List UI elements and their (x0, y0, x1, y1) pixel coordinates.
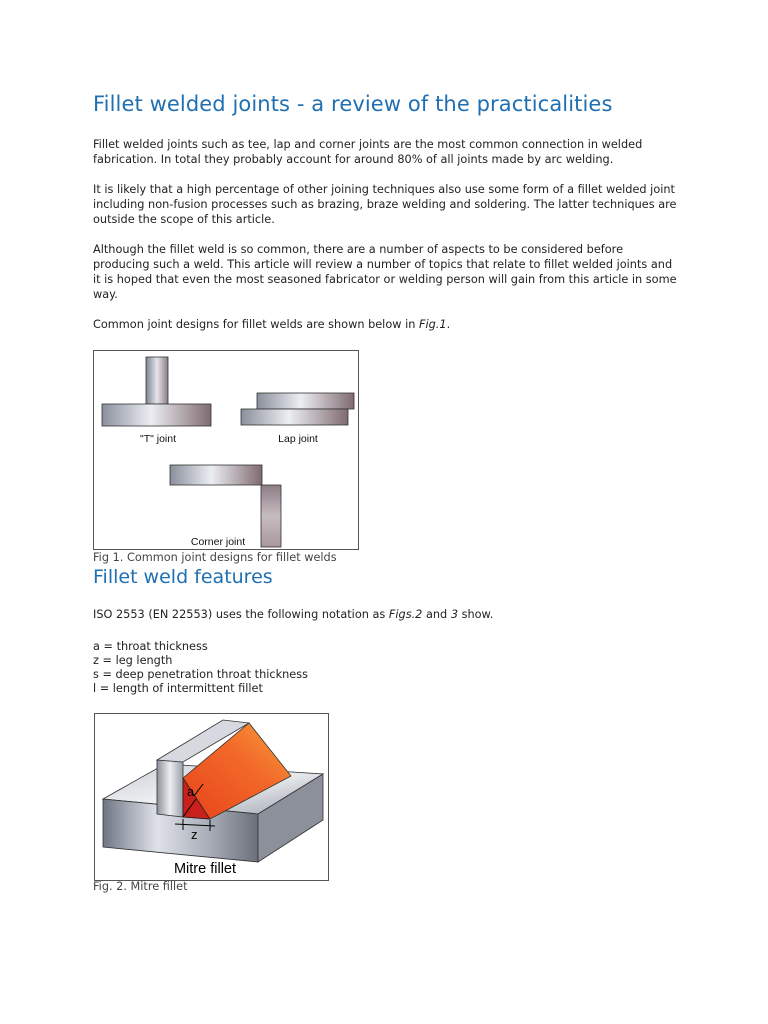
notation-list (93, 640, 308, 696)
lap-joint-bottom-plate (241, 409, 348, 425)
text: ISO 2553 (EN 22553) uses the following notation as (93, 608, 389, 621)
text: show. (458, 608, 494, 621)
notation-item: a = throat thickness (93, 640, 208, 653)
paragraph-notation-intro (93, 607, 683, 622)
leg-label: z (191, 827, 198, 842)
web-plate-front (157, 760, 183, 817)
joint-designs-diagram (94, 351, 358, 549)
mitre-fillet-title: Mitre fillet (173, 861, 237, 877)
paragraph-intro: Fillet welded joints such as tee, lap and corner joints are the most common connection in welded fabrication. In total they probably account for around 80% of all joints made by arc welding. (93, 138, 643, 166)
figure-ref: Figs.2 (388, 608, 423, 621)
corner-joint-horizontal-plate (170, 465, 262, 485)
corner-joint-label: Corner joint (190, 536, 246, 548)
page-title: Fillet welded joints - a review of the practicalities (93, 92, 613, 116)
paragraph-other-techniques: It is likely that a high percentage of other joining techniques also use some form of a fillet welded joint including non-fusion processes such as brazing, braze welding and soldering. The latter techniques are outside the scope of this article. (93, 183, 677, 226)
lap-joint-label: Lap joint (278, 433, 318, 445)
figure-ref: 3 (450, 608, 458, 621)
figure-2-caption: Fig. 2. Mitre fillet (93, 880, 188, 893)
section-heading-fillet-weld-features: Fillet weld features (93, 566, 273, 588)
corner-joint-vertical-plate (261, 485, 281, 547)
notation-item: s = deep penetration throat thickness (93, 668, 309, 681)
figure-ref: Fig.1 (418, 318, 447, 331)
paragraph-aspects: Although the fillet weld is so common, there are a number of aspects to be considered before producing such a weld. This article will review a number of topics that relate to fillet welded joints and it is hoped that even the most seasoned fabricator or welding person will gain from this article in some way. (93, 243, 677, 301)
lap-joint-top-plate (257, 393, 354, 409)
figure-1-caption: Fig 1. Common joint designs for fillet welds (93, 551, 337, 564)
paragraph-fig1-reference (93, 317, 683, 332)
mitre-fillet-diagram (95, 714, 328, 880)
tee-joint-flange (102, 404, 211, 426)
text: Common joint designs for fillet welds are shown below in (93, 318, 419, 331)
figure-2-mitre-fillet (94, 713, 329, 881)
text: and (422, 608, 451, 621)
text: . (446, 318, 451, 331)
figure-1-joint-designs (93, 350, 359, 550)
tee-joint-web (146, 357, 168, 404)
tee-joint-label: "T" joint (139, 433, 177, 445)
notation-item: l = length of intermittent fillet (93, 682, 263, 695)
throat-label: a (187, 784, 195, 799)
notation-item: z = leg length (93, 654, 173, 667)
